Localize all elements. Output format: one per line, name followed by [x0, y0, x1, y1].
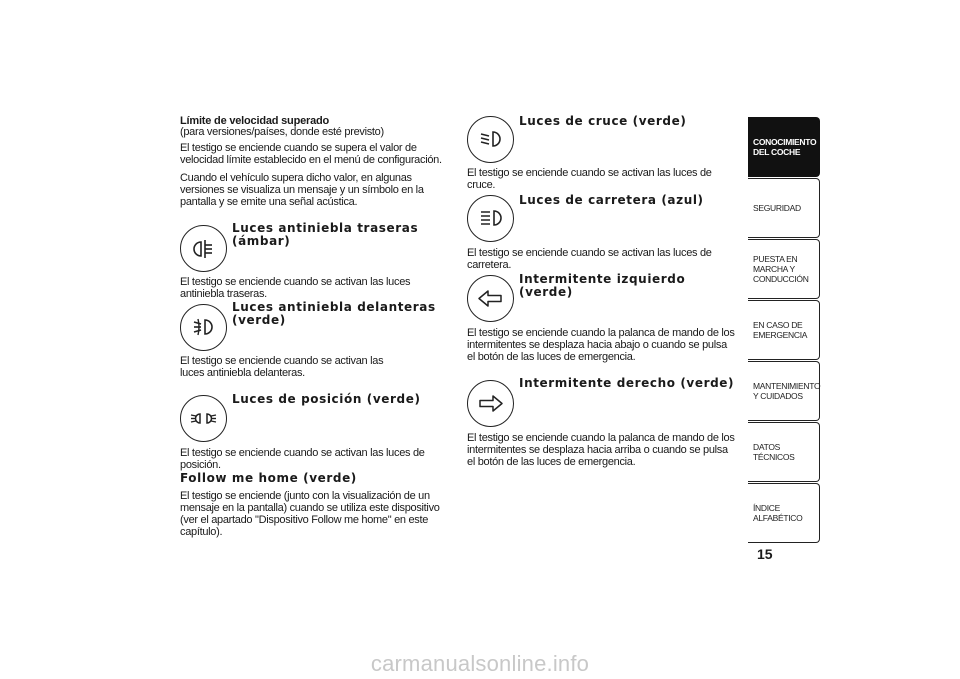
speed-limit-text-2: Cuando el vehículo supera dicho valor, en algunas versiones se visualiza un mensaje y un símbolo en la pantalla y se emite una señal acústica. [180, 172, 424, 208]
speed-limit-subtitle: (para versiones/países, donde esté previsto) [180, 126, 384, 138]
high-beam-icon [467, 195, 514, 242]
high-beam-title: Luces de carretera (azul) [519, 193, 704, 207]
tab-datos-tecnicos[interactable] [748, 422, 820, 482]
rear-fog-icon [180, 225, 227, 272]
tab-label: MANTENIMIENTO Y CUIDADOS [753, 381, 821, 401]
follow-me-home-title: Follow me home (verde) [180, 471, 357, 485]
watermark: carmanualsonline.info [370, 651, 590, 676]
front-fog-text: El testigo se enciende cuando se activan las luces antiniebla delanteras. [180, 355, 384, 379]
tab-label: SEGURIDAD [753, 203, 801, 213]
follow-me-home-text: El testigo se enciende (junto con la visualización de un mensaje en la pantalla) cuando se utiliza este dispositivo (ver el apartado "Dispositivo Follow me home" en este capítulo). [180, 490, 440, 538]
tab-label: ÍNDICE ALFABÉTICO [753, 503, 803, 523]
tab-en-caso-de-emergencia[interactable] [748, 300, 820, 360]
tab-label: DATOS TÉCNICOS [753, 442, 795, 462]
position-text: El testigo se enciende cuando se activan las luces de posición. [180, 447, 425, 471]
tab-puesta-en-marcha[interactable] [748, 239, 820, 299]
tab-seguridad[interactable] [748, 178, 820, 238]
left-indicator-title: Intermitente izquierdo (verde) [519, 272, 686, 299]
right-indicator-text: El testigo se enciende cuando la palanca de mando de los intermitentes se desplaza hacia arriba o cuando se pulsa el botón de las luces de emergencia. [467, 432, 735, 468]
rear-fog-text: El testigo se enciende cuando se activan las luces antiniebla traseras. [180, 276, 411, 300]
front-fog-title: Luces antiniebla delanteras (verde) [232, 300, 436, 327]
low-beam-text: El testigo se enciende cuando se activan las luces de cruce. [467, 167, 712, 191]
right-indicator-title: Intermitente derecho (verde) [519, 376, 735, 390]
left-indicator-text: El testigo se enciende cuando la palanca de mando de los intermitentes se desplaza hacia abajo o cuando se pulsa el botón de las luces de emergencia. [467, 327, 735, 363]
front-fog-icon [180, 304, 227, 351]
right-arrow-icon [467, 380, 514, 427]
speed-limit-text-1: El testigo se enciende cuando se supera el valor de velocidad límite establecido en el menú de configuración. [180, 142, 442, 166]
tab-label: PUESTA EN MARCHA Y CONDUCCIÓN [753, 254, 809, 284]
low-beam-title: Luces de cruce (verde) [519, 114, 687, 128]
tab-mantenimiento[interactable] [748, 361, 820, 421]
rear-fog-title: Luces antiniebla traseras (ámbar) [232, 221, 419, 248]
position-lights-icon [180, 395, 227, 442]
page-number: 15 [757, 546, 773, 562]
tab-conocimiento-del-coche[interactable] [748, 117, 820, 177]
left-arrow-icon [467, 275, 514, 322]
high-beam-text: El testigo se enciende cuando se activan las luces de carretera. [467, 247, 712, 271]
tab-label: EN CASO DE EMERGENCIA [753, 320, 808, 340]
position-title: Luces de posición (verde) [232, 392, 421, 406]
tab-label: CONOCIMIENTO DEL COCHE [753, 137, 817, 157]
tab-indice-alfabetico[interactable] [748, 483, 820, 543]
speed-limit-title: Límite de velocidad superado [180, 115, 330, 127]
low-beam-icon [467, 116, 514, 163]
